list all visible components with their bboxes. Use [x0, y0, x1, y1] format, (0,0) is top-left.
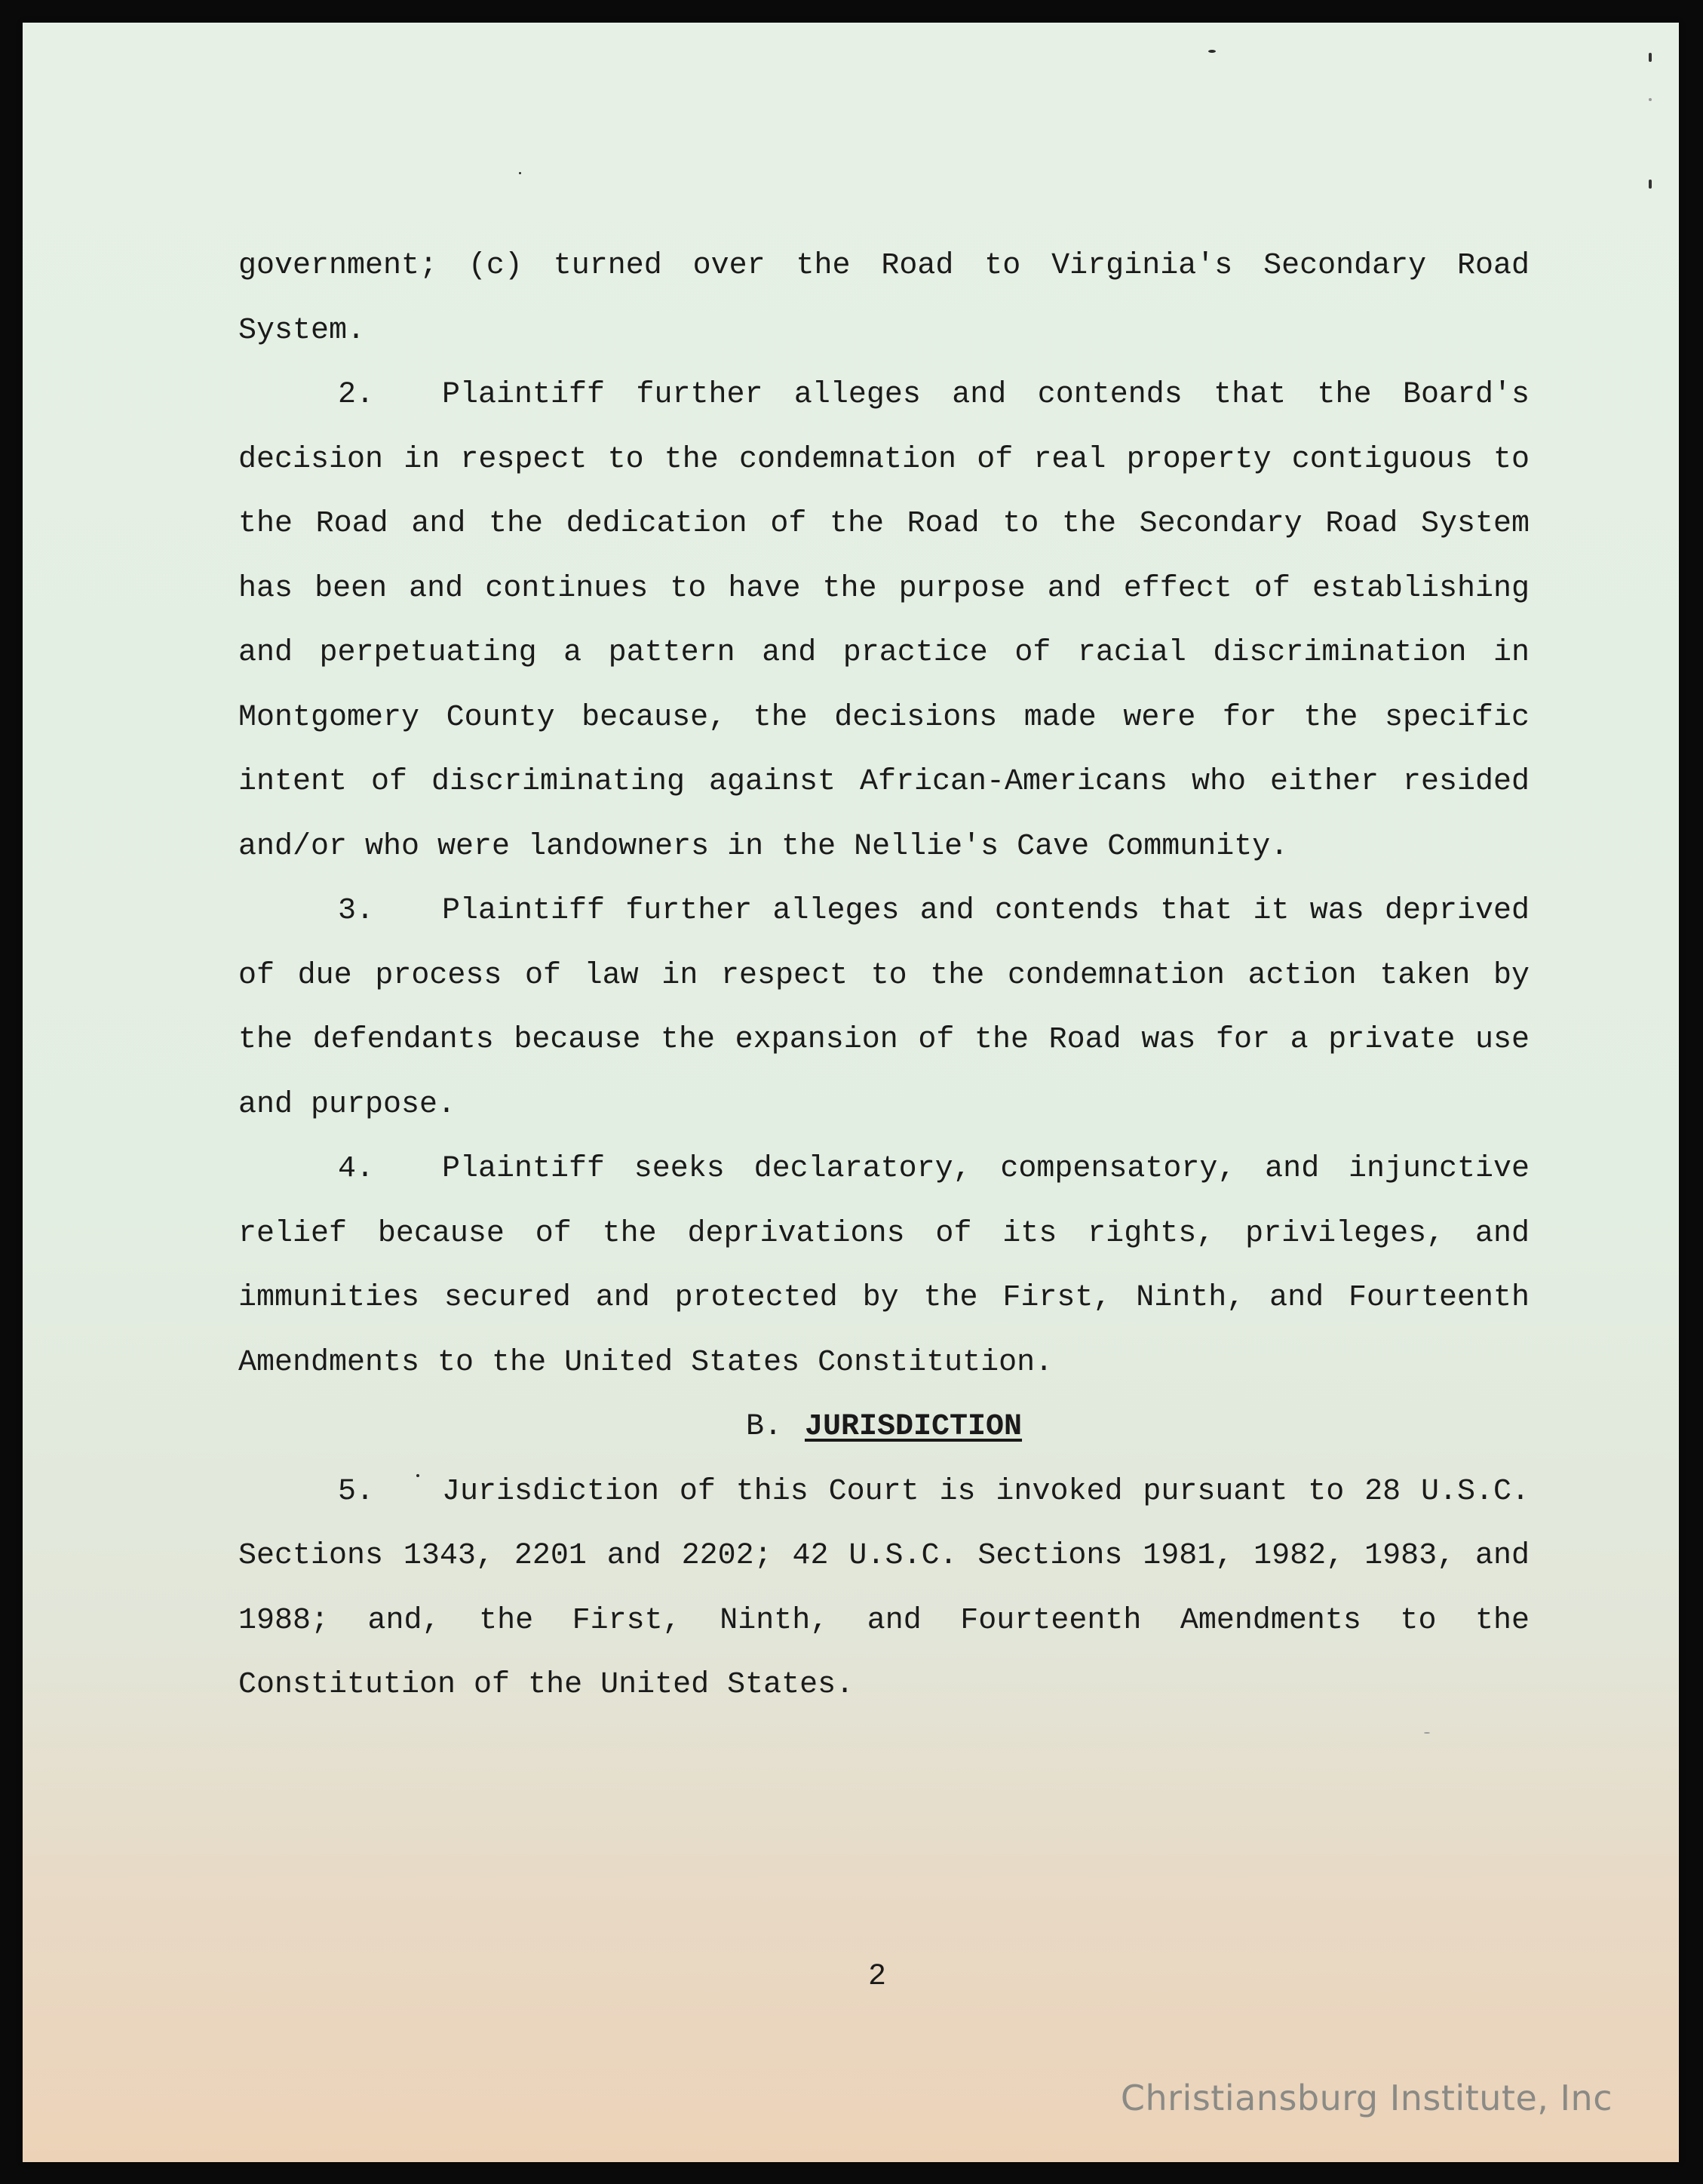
paragraph-number: 5. [338, 1474, 375, 1509]
numbered-paragraph [238, 1460, 1530, 1718]
watermark: Christiansburg Institute, Inc [1120, 2078, 1612, 2118]
paper-speck [1424, 1732, 1430, 1734]
numbered-paragraph [238, 879, 1530, 1137]
numbered-paragraph [238, 1137, 1530, 1395]
section-title: JURISDICTION [804, 1410, 1023, 1444]
page-number: 2 [867, 1960, 886, 1994]
paragraph-text: Jurisdiction of this Court is invoked pursuant to 28 U.S.C. Sections 1343, 2201 and 2202; 42 U.S.C. Sections 1981, 1982, 1983, and 1988; and, the First, Ninth, and Fourteenth Amendments to the Constitution of the United States. [238, 1474, 1530, 1702]
paragraph-continuation: government; (c) turned over the Road to Virginia's Secondary Road System. [238, 249, 1530, 348]
paragraph-number: 3. [338, 894, 375, 928]
document-body [238, 234, 1530, 1718]
section-label: B. [745, 1410, 782, 1444]
edge-staple-mark [1649, 53, 1652, 204]
section-heading [238, 1395, 1530, 1460]
paragraph-text: Plaintiff seeks declaratory, compensatory, and injunctive relief because of the deprivations of its rights, privileges, and immunities secured and protected by the First, Ninth, and Fourteenth Amendments to the United States Constitution. [238, 1152, 1530, 1380]
numbered-paragraph [238, 363, 1530, 879]
paper-speck [519, 172, 521, 174]
document-page [23, 23, 1679, 2162]
paper-speck [1208, 50, 1216, 53]
paragraph-number: 2. [338, 378, 375, 412]
paragraph-number: 4. [338, 1152, 375, 1186]
paragraph-text: Plaintiff further alleges and contends that it was deprived of due process of law in respect to the condemnation action taken by the defendants because the expansion of the Road was for a private use and purpose. [238, 894, 1530, 1122]
paragraph-text: Plaintiff further alleges and contends that the Board's decision in respect to the condemnation of real property contiguous to the Road and the dedication of the Road to the Secondary Road System has been and continues to have the purpose and effect of establishing and perpetuating a pattern and practice of racial discrimination in Montgomery County because, the decisions made were for the specific intent of discriminating against African-Americans who either resided and/or who were landowners in the Nellie's Cave Community. [238, 378, 1530, 864]
